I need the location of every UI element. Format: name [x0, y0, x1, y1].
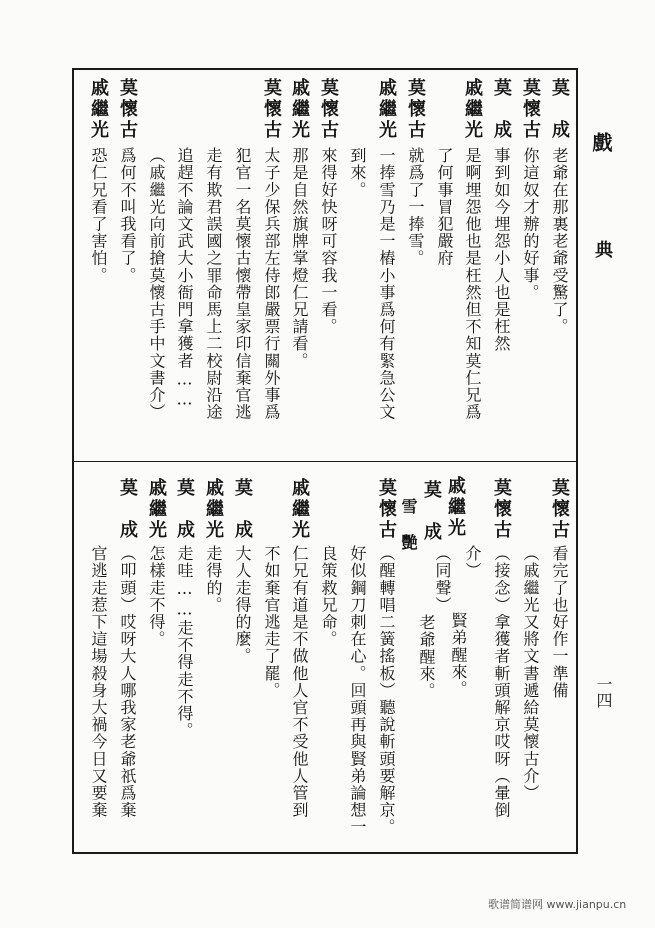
speaker-label: 戚繼光 — [445, 476, 466, 539]
section-divider — [72, 461, 578, 462]
speaker-label: 莫 成 — [421, 480, 442, 543]
dialogue-line: 那是自然旗牌掌燈仁兄請看。 — [290, 147, 309, 370]
dialogue-line: 怎樣走不得。 — [147, 545, 166, 648]
speaker-label: 戚繼光 — [289, 78, 310, 141]
dialogue-line: 你這奴才辦的好事。 — [521, 147, 540, 301]
dialogue-continuation: 到來。 — [348, 147, 367, 199]
dialogue-line: 是啊埋怨他也是枉然但不知莫仁兄爲 — [463, 147, 482, 421]
dialogue-continuation: 走有欺君誤國之罪命馬上二校尉沿途 — [204, 147, 223, 421]
dialogue-line: 走得的。 — [204, 545, 223, 614]
speaker-label: 戚繼光 — [289, 478, 310, 541]
dialogue-line: 一捧雪乃是一樁小事爲何有緊急公文 — [377, 147, 396, 421]
speaker-label: 莫懷古 — [117, 78, 138, 141]
speaker-label: 莫懷古 — [376, 478, 397, 541]
dialogue-continuation: 了何事冒犯嚴府 — [435, 147, 454, 267]
speaker-label: 莫 成 — [117, 478, 138, 541]
dialogue-line: 事到如今埋怨小人也是枉然 — [492, 147, 511, 353]
dialogue-line: 恐仁兄看了害怕。 — [89, 147, 108, 284]
dialogue-line: 爲何不叫我看了。 — [118, 147, 137, 284]
speaker-label: 莫 成 — [174, 478, 195, 541]
speaker-label: 莫 成 — [549, 78, 570, 141]
dialogue-line: 來得好快呀可容我一看。 — [319, 147, 338, 336]
dialogue-continuation: 追趕不論文武大小衙門拿獲者…… — [175, 147, 194, 410]
dialogue-continuation: 官逃走惹下這場殺身大禍今日又要棄 — [89, 545, 108, 819]
stage-direction: （同聲） — [433, 545, 452, 614]
dialogue-line: 賢弟醒來。 — [449, 612, 468, 698]
speaker-label: 戚繼光 — [462, 78, 483, 141]
speaker-label: 戚繼光 — [203, 478, 224, 541]
speaker-label: 莫懷古 — [549, 478, 570, 541]
speaker-label: 莫懷古 — [491, 478, 512, 541]
speaker-label: 戚繼光 — [376, 78, 397, 141]
dialogue-line: 太子少保兵部左侍郎嚴票行關外事爲 — [262, 147, 281, 421]
speaker-label: 莫 成 — [232, 478, 253, 541]
dialogue-line: （醒轉唱二簧搖板）聽說斬頭要解京。 — [377, 545, 396, 836]
speaker-label: 莫懷古 — [318, 78, 339, 141]
speaker-label: 莫 成 — [491, 78, 512, 141]
dialogue-continuation: 不如棄官逃走了罷。 — [262, 545, 281, 699]
speaker-label: 戚繼光 — [146, 478, 167, 541]
watermark: 歌谱简谱网 www.jianpu.cn — [488, 898, 627, 911]
stage-direction: （戚繼光向前搶莫懷古手中文書介） — [147, 147, 166, 421]
dialogue-continuation: 良策救兄命。 — [319, 545, 338, 648]
dialogue-line: 走哇……走不得走不得。 — [175, 545, 194, 740]
speaker-label: 莫懷古 — [261, 78, 282, 141]
dialogue-line: 老爺在那裏老爺受驚了。 — [550, 147, 569, 336]
dialogue-line: 老爺醒來。 — [417, 614, 436, 700]
dialogue-continuation: 介） — [463, 545, 482, 580]
dialogue-continuation: 好似鋼刀刺在心。回頭再與賢弟論想一 — [348, 545, 367, 836]
running-title-bottom: 典 — [592, 240, 613, 258]
dialogue-line: （接念）拿獲者斬頭解京哎呀（暈倒 — [492, 545, 511, 819]
page-number: 一四 — [594, 676, 613, 708]
dialogue-line: 就爲了一捧雪。 — [406, 147, 425, 267]
speaker-label: 莫懷古 — [405, 78, 426, 141]
dialogue-line: 大人走得的麼。 — [233, 545, 252, 665]
dialogue-continuation: 犯官一名莫懷古懷帶皇家印信棄官逃 — [233, 147, 252, 421]
dialogue-line: 仁兄有道是不做他人官不受他人管到 — [290, 545, 309, 819]
speaker-label: 雪 艷 — [399, 498, 418, 552]
running-title-top: 戲 — [589, 132, 613, 152]
speaker-label: 戚繼光 — [88, 78, 109, 141]
stage-direction: （戚繼光又將文書遞給莫懷古介） — [521, 545, 540, 802]
dialogue-line: （叩頭）哎呀大人哪我家老爺祇爲棄 — [118, 545, 137, 819]
speaker-label: 莫懷古 — [520, 78, 541, 141]
dialogue-line: 看完了也好作一準備 — [550, 545, 569, 699]
